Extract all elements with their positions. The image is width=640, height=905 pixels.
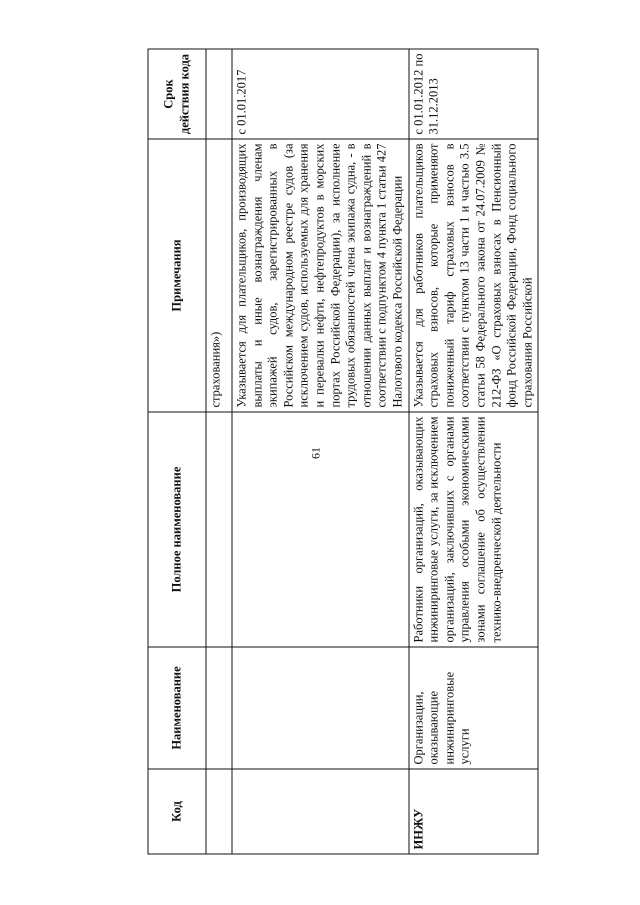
cell-note: Указывается для работников плательщиков страховых взносов, которые применяют пониженный тариф страховых взносов в соответствии с пунктом 13 части 1 и частью 3.5 статьи 58 Федерального закона от 24.07.2009 № 212-ФЗ «О страховых взносах в Пенсионный фонд Российской Федерации, Фонд социального страхования Российской — [409, 139, 539, 412]
cell-validity: с 01.01.2012 по 31.12.2013 — [409, 49, 539, 139]
page-number: 61 — [308, 447, 323, 459]
table-row — [232, 49, 409, 854]
table-header-row — [148, 49, 206, 854]
header-code: Код — [148, 769, 206, 854]
cell-code: ИНЖУ — [409, 769, 539, 854]
cell-name — [206, 647, 232, 769]
codes-table — [148, 49, 539, 855]
cell-code — [206, 769, 232, 854]
header-name: Наименование — [148, 647, 206, 769]
header-note: Примечания — [148, 139, 206, 412]
header-validity: Срок действия кода — [148, 49, 206, 139]
header-full-name: Полное наименование — [148, 412, 206, 647]
cell-validity: с 01.01.2017 — [232, 49, 409, 139]
cell-code — [232, 769, 409, 854]
cell-name: Организации, оказывающие инжиниринговые услуги — [409, 647, 539, 769]
table-row — [409, 49, 539, 854]
cell-full-name — [232, 412, 409, 647]
cell-validity — [206, 49, 232, 139]
cell-name — [232, 647, 409, 769]
rotated-table-container — [148, 50, 535, 855]
cell-full-name — [206, 412, 232, 647]
table-row — [206, 49, 232, 854]
cell-full-name: Работники организаций, оказывающих инжиниринговые услуги, за исключением организаций, заключивших с органами управления особыми экономическими зонами соглашение об осуществлении технико-внедренческой деятельности — [409, 412, 539, 647]
cell-note: страхования») — [206, 139, 232, 412]
cell-note: Указывается для плательщиков, производящих выплаты и иные вознаграждения членам экипажей судов, зарегистрированных в Российском международном реестре судов (за исключением судов, используемых для хранения и перевалки нефти, нефтепродуктов в морских портах Российской Федерации), за исполнение трудовых обязанностей члена экипажа судна, - в отношении данных выплат и вознаграждений в соответствии с подпунктом 4 пункта 1 статьи 427 Налогового кодекса Российской Федерации — [232, 139, 409, 412]
